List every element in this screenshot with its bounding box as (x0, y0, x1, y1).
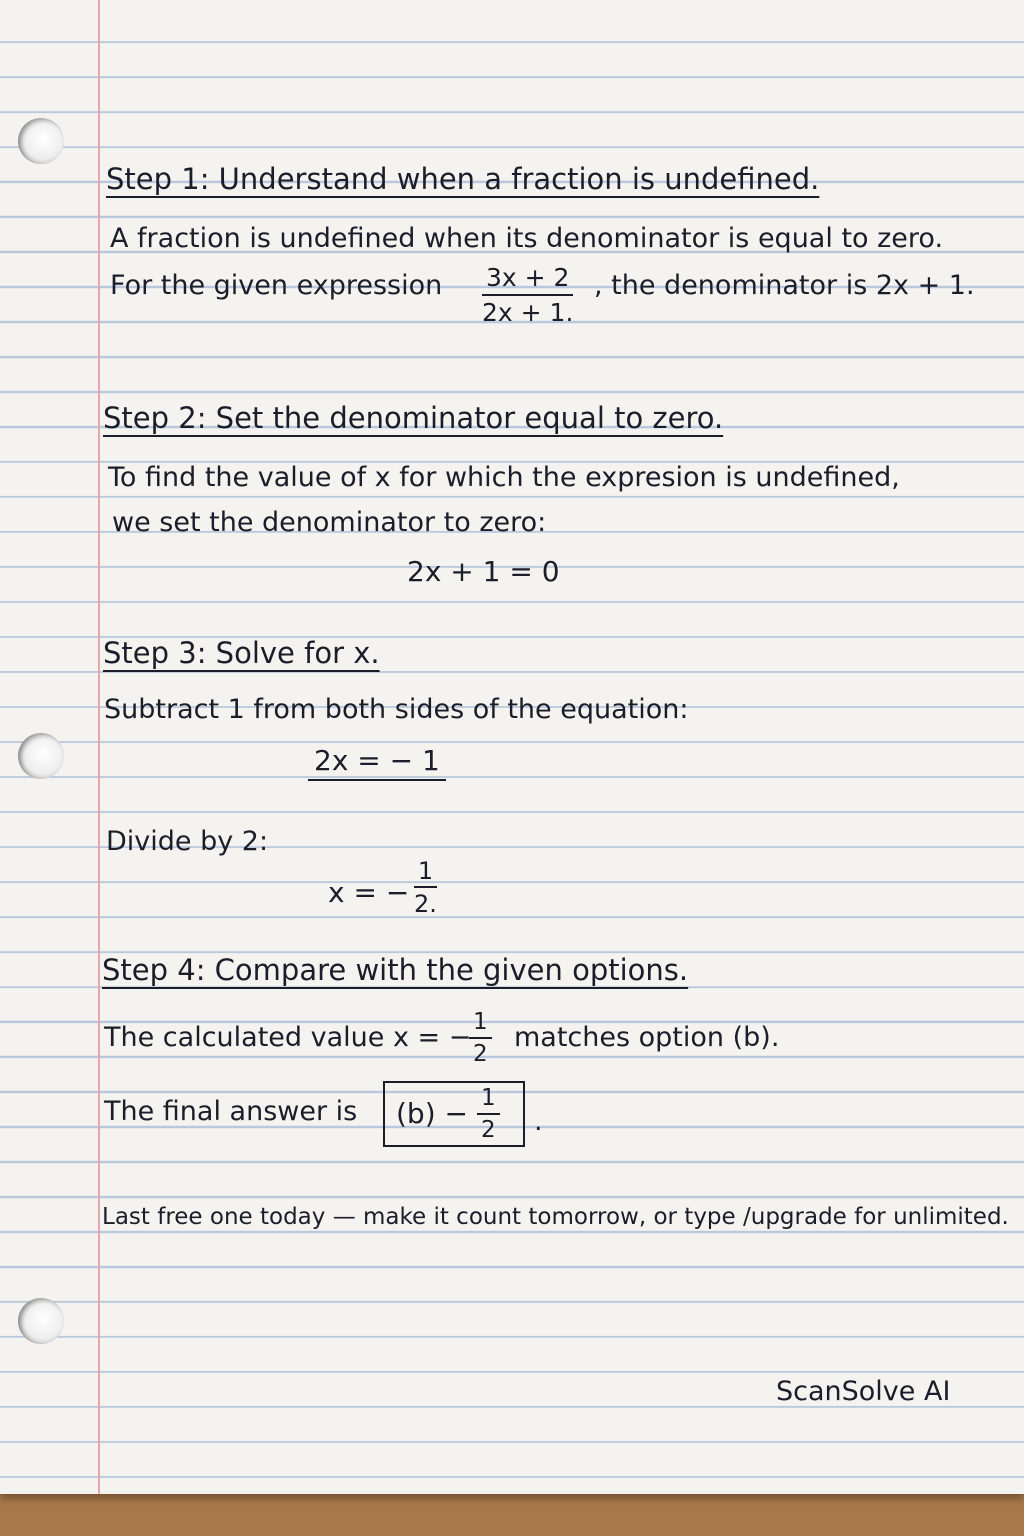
step3-eq2-fraction (410, 858, 441, 918)
upgrade-note: Last free one today — make it count tomorrow, or type /upgrade for unlimited. (102, 1204, 1009, 1230)
step3-heading: Step 3: Solve for x. (103, 636, 380, 670)
step4-heading: Step 4: Compare with the given options. (102, 953, 689, 987)
step2-heading: Step 2: Set the denominator equal to zero. (103, 401, 724, 435)
step3-equation1: 2x = − 1 (314, 744, 440, 777)
final-answer-fraction (477, 1086, 500, 1144)
step3-eq2-lhs: x = − (328, 876, 410, 909)
fraction-numerator: 1 (469, 1010, 492, 1039)
fraction-numerator: 3x + 2 (482, 264, 573, 296)
margin-line (98, 0, 100, 1494)
fraction-denominator: 2 (481, 1117, 496, 1144)
step1-line1: A fraction is undefined when its denominator is equal to zero. (110, 223, 944, 254)
step4-line1-pre: The calculated value x = − (104, 1022, 472, 1053)
fraction-numerator: 1 (477, 1086, 500, 1115)
brand-signature: ScanSolve AI (776, 1376, 951, 1407)
step4-line1-fraction (469, 1010, 492, 1068)
equation-underline (308, 779, 446, 781)
step4-line1-post: matches option (b). (514, 1022, 780, 1053)
step2-line1: To find the value of x for which the expresion is undefined, (108, 462, 900, 493)
step1-line2-post: , the denominator is 2x + 1. (594, 270, 975, 301)
punch-hole (18, 733, 64, 779)
step2-line2: we set the denominator to zero: (112, 507, 547, 538)
final-answer-period: . (534, 1106, 543, 1137)
step3-line2: Divide by 2: (106, 826, 269, 857)
step1-heading: Step 1: Understand when a fraction is undefined. (106, 162, 820, 196)
step3-line1: Subtract 1 from both sides of the equation: (104, 694, 689, 725)
fraction-denominator: 2x + 1. (482, 297, 574, 327)
step4-line2-pre: The final answer is (104, 1096, 358, 1127)
step2-equation: 2x + 1 = 0 (407, 555, 560, 588)
punch-hole (18, 1298, 64, 1344)
step1-line2-pre: For the given expression (110, 270, 443, 301)
punch-hole (18, 118, 64, 164)
final-answer-lhs: (b) − (396, 1097, 468, 1130)
step1-fraction (478, 264, 577, 326)
fraction-denominator: 2 (473, 1041, 488, 1068)
fraction-denominator: 2. (414, 890, 437, 919)
fraction-numerator: 1 (414, 858, 437, 888)
